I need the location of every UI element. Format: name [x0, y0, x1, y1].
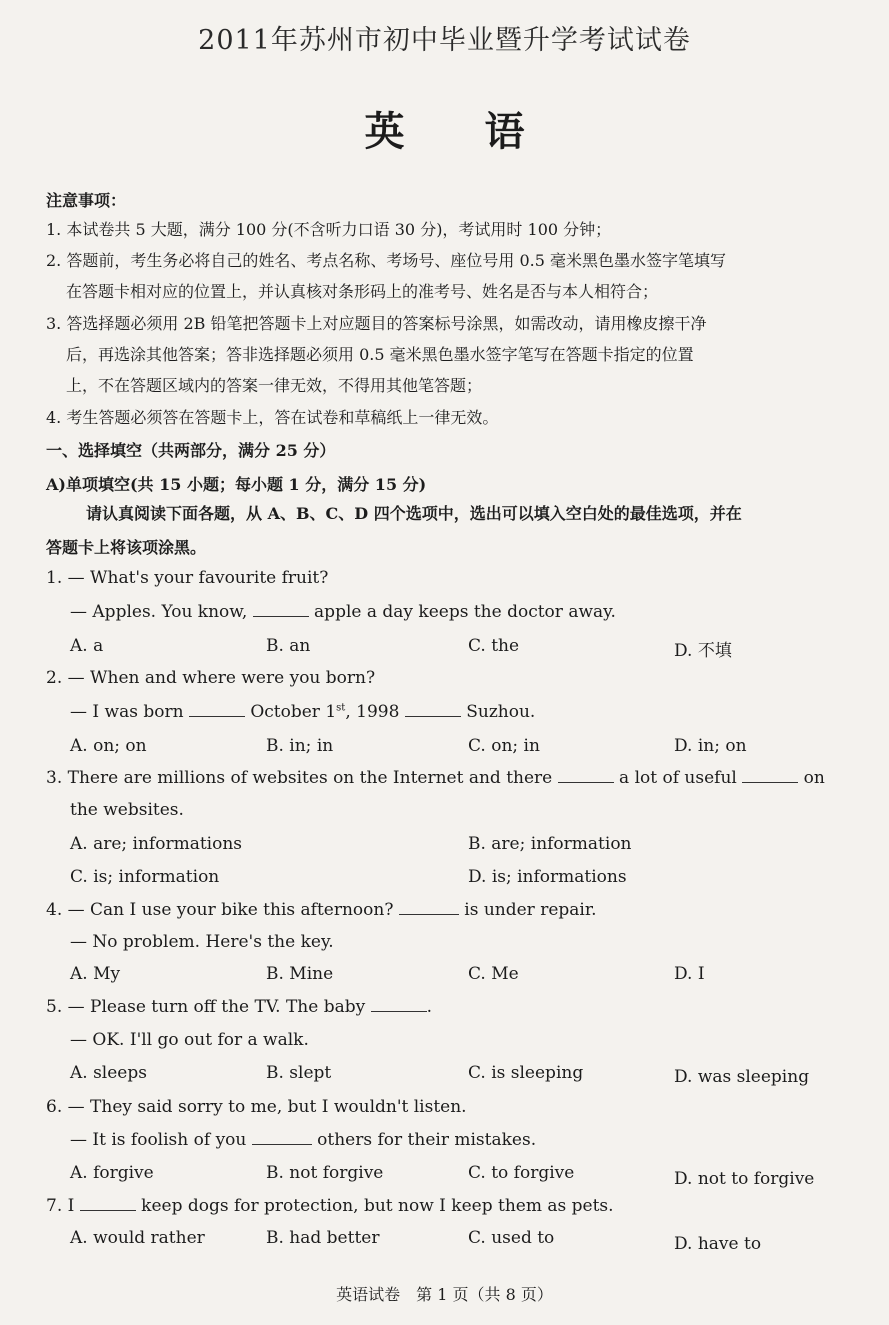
option-b: B. an	[266, 636, 311, 656]
option-c: C. to forgive	[468, 1163, 575, 1183]
option-b: B. are; information	[468, 834, 632, 854]
option-a: A. forgive	[70, 1163, 154, 1183]
option-d: D. not to forgive	[674, 1169, 815, 1189]
part-a-title: A)单项填空(共 15 小题；每小题 1 分，满分 15 分)	[46, 475, 427, 494]
answer-blank	[189, 702, 245, 717]
option-d: D. is; informations	[468, 867, 627, 887]
option-b: B. in; in	[266, 736, 334, 756]
option-d: D. I	[674, 964, 705, 984]
option-c: C. is; information	[70, 867, 220, 887]
option-d: D. in; on	[674, 736, 747, 756]
option-c: C. used to	[468, 1228, 555, 1248]
section-1-title: 一、选择填空（共两部分，满分 25 分）	[46, 441, 336, 460]
answer-blank	[405, 702, 461, 717]
option-c: C. on; in	[468, 736, 540, 756]
option-c: C. is sleeping	[468, 1063, 584, 1083]
option-d: D. have to	[674, 1234, 762, 1254]
option-a: A. are; informations	[70, 834, 243, 854]
subject-title: 英语	[364, 108, 605, 155]
notice-item-1: 1. 本试卷共 5 大题，满分 100 分(不含听力口语 30 分)，考试用时 100 分钟；	[46, 220, 612, 239]
option-c: C. Me	[468, 964, 519, 984]
answer-blank	[80, 1196, 136, 1211]
exam-title: 2011年苏州市初中毕业暨升学考试试卷	[198, 25, 691, 56]
option-d: D. was sleeping	[674, 1067, 810, 1087]
option-b: B. had better	[266, 1228, 380, 1248]
answer-blank	[558, 768, 614, 783]
answer-blank	[371, 997, 427, 1012]
answer-blank	[252, 1130, 312, 1145]
page-footer: 英语试卷 第 1 页（共 8 页）	[336, 1285, 553, 1304]
option-a: A. My	[70, 964, 121, 984]
notice-item-2: 2. 答题前，考生务必将自己的姓名、考点名称、考场号、座位号用 0.5 毫米黑色墨水签字笔填写 在答题卡相对应的位置上，并认真核对条形码上的准考号、姓名是否与本人相符合；	[46, 251, 726, 301]
option-b: B. slept	[266, 1063, 332, 1083]
answer-blank	[742, 768, 798, 783]
notice-item-3: 3. 答选择题必须用 2B 铅笔把答题卡上对应题目的答案标号涂黑，如需改动，请用橡皮擦干净 后，再选涂其他答案；答非选择题必须用 0.5 毫米黑色墨水签字笔写在答题卡指定的位置 上，不在答题区域内的答案一律无效，不得用其他笔答题；	[46, 314, 707, 395]
option-b: B. Mine	[266, 964, 334, 984]
part-a-instruction: 请认真阅读下面各题，从 A、B、C、D 四个选项中，选出可以填入空白处的最佳选项，并在 答题卡上将该项涂黑。	[46, 504, 742, 557]
option-a: A. on; on	[70, 736, 147, 756]
option-a: A. would rather	[70, 1228, 205, 1248]
notice-item-4: 4. 考生答题必须答在答题卡上，答在试卷和草稿纸上一律无效。	[46, 408, 499, 427]
exam-page: 2011年苏州市初中毕业暨升学考试试卷 英语 注意事项： 1. 本试卷共 5 大题，满分 100 分(不含听力口语 30 分)，考试用时 100 分钟； 2. 答题前，考生务必将自己的姓名、考点名称、考场号、座位号用 0.5 毫米黑色墨水签字笔填写 在答题卡相对应的位置上，并认真核对条形码上的准考号、姓名是否与本人相符合； 3. 答选择题必须用 2B 铅笔把答题卡上对应题目的答案标号涂黑，如需改动，请用橡皮擦干净 后，再选涂其他答案；答非选择题必须用 0.5 毫米黑色墨水签字笔写在答题卡指定的位置 上，不在答题区域内的答案一律无效，不得用其他笔答题； 4. 考生答题必须答在答题卡上，答在试卷和草稿纸上一律无效。 一、选择填空（共两部分，满分 25 分） A)单项填空(共 15 小题；每小题 1 分，满分 15 分) 请认真阅读下面各题，从 A、B、C、D 四个选项中，选出可以填入空白处的最佳选项，并在 答题卡上将该项涂黑。 1. — What's your favourite fruit? — Apples. You know, apple a day keeps the doctor away. A. a B. an C. the D. 不填 2. — When and where were you born? — I was born October 1st, 1998 Suzhou. A. on; on B. in; in C. on; in D. in; on 3. There are millions of websites on the Internet and there a lot of useful on the websites. A. are; informations B. are; information C. is; information D. is; informations 4. — Can I use your bike this afternoon? is under repair. — No problem. Here's the key. A. My B. Mine C. Me D. I 5. — Please turn off the TV. The baby . — OK. I'll go out for a walk. A. sleeps B. slept C. is sleeping D. was sleeping 6. — They said sorry to me, but I wouldn't listen. — It is foolish of you others for their mistakes. A. forgive B. not forgive C. to forgive D. not to forgive 7. I keep dogs for protection, but now I keep them as pets. A. would rather B. had better C. used to D. have to 英语试卷 第 1 页（共 8 页）	[0, 0, 889, 1325]
answer-blank	[399, 900, 459, 915]
notice-heading: 注意事项：	[46, 191, 127, 210]
option-a: A. a	[70, 636, 104, 656]
answer-blank	[253, 602, 309, 617]
option-d: D. 不填	[674, 641, 732, 661]
option-a: A. sleeps	[70, 1063, 147, 1083]
option-b: B. not forgive	[266, 1163, 384, 1183]
option-c: C. the	[468, 636, 520, 656]
